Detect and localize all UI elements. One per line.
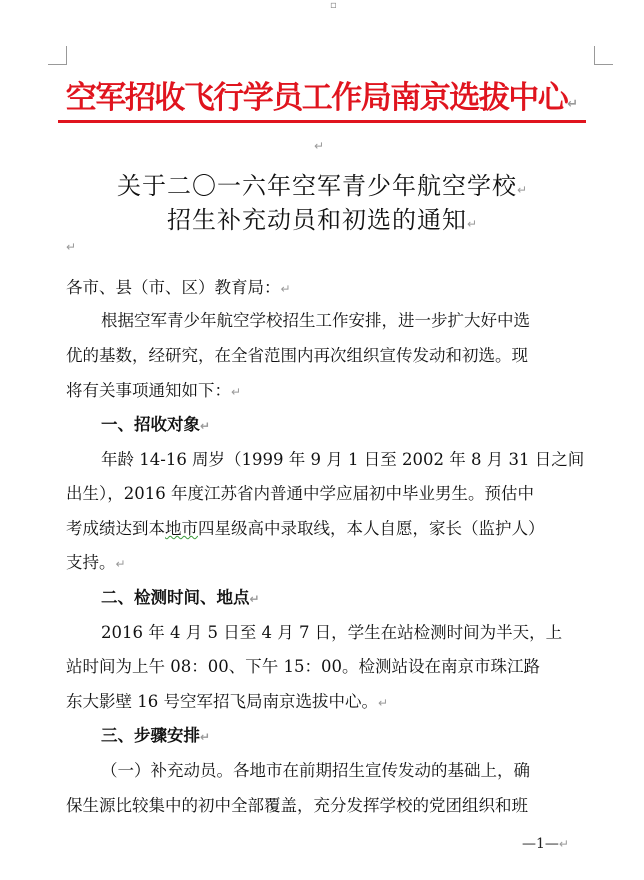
section1-line-4: 支持。↵ [66, 553, 126, 572]
paragraph-mark-icon: ↵ [314, 139, 325, 153]
section2-line-3: 东大影壁 16 号空军招飞局南京选拔中心。↵ [66, 692, 389, 711]
section-heading-3: 三、步骤安排↵ [101, 726, 211, 745]
page-number: —1—↵ [522, 836, 569, 852]
paragraph-mark-icon: ↵ [249, 592, 260, 606]
salutation: 各市、县（市、区）教育局：↵ [66, 278, 291, 297]
spellcheck-underline: 地市 [165, 519, 198, 538]
section1-line-2: 出生），2016 年度江苏省内普通中学应届初中毕业男生。预估中 [66, 484, 534, 503]
section3-line-1: （一）补充动员。各地市在前期招生宣传发动的基础上，确 [101, 761, 530, 780]
paragraph-mark-icon: ↵ [280, 282, 291, 296]
paragraph-mark-icon: ↵ [231, 385, 242, 399]
section-heading-2: 二、检测时间、地点↵ [101, 588, 260, 607]
crop-mark-top-left [48, 46, 67, 65]
paragraph-mark-icon: ↵ [378, 696, 389, 710]
paragraph-mark-icon: ↵ [115, 557, 126, 571]
paragraph-mark-icon: ↵ [466, 217, 478, 231]
paragraph-mark-icon: ↵ [567, 97, 579, 112]
top-page-mark: ▫ [330, 0, 337, 11]
section-heading-1: 一、招收对象↵ [101, 415, 211, 434]
paragraph-mark-icon: ↵ [516, 183, 528, 197]
header-red-rule [58, 120, 586, 123]
section3-line-2: 保生源比较集中的初中全部覆盖，充分发挥学校的党团组织和班 [66, 796, 528, 815]
paragraph-mark-icon: ↵ [558, 837, 569, 851]
intro-line-2: 优的基数，经研究，在全省范围内再次组织宣传发动和初选。现 [66, 346, 528, 365]
paragraph-mark-icon: ↵ [200, 730, 211, 744]
paragraph-mark-icon: ↵ [66, 240, 77, 254]
document-title-line-1: 关于二〇一六年空军青少年航空学校↵ [116, 172, 528, 200]
document-title-line-2: 招生补充动员和初选的通知↵ [166, 206, 478, 234]
section2-line-2: 站时间为上午 08：00、下午 15：00。检测站设在南京市珠江路 [66, 657, 540, 676]
crop-mark-top-right [594, 46, 613, 65]
section1-line-3: 考成绩达到本地市四星级高中录取线，本人自愿，家长（监护人） [66, 519, 545, 538]
org-header-text: 空军招收飞行学员工作局南京选拔中心 [65, 80, 568, 116]
paragraph-mark-icon: ↵ [200, 419, 211, 433]
section2-line-1: 2016 年 4 月 5 日至 4 月 7 日，学生在站检测时间为半天，上 [101, 623, 563, 642]
intro-line-1: 根据空军青少年航空学校招生工作安排，进一步扩大好中选 [101, 311, 530, 330]
section1-line-1: 年龄 14-16 周岁（1999 年 9 月 1 日至 2002 年 8 月 31 日之间 [101, 450, 585, 469]
org-header [0, 72, 644, 117]
intro-line-3: 将有关事项通知如下：↵ [66, 381, 242, 400]
